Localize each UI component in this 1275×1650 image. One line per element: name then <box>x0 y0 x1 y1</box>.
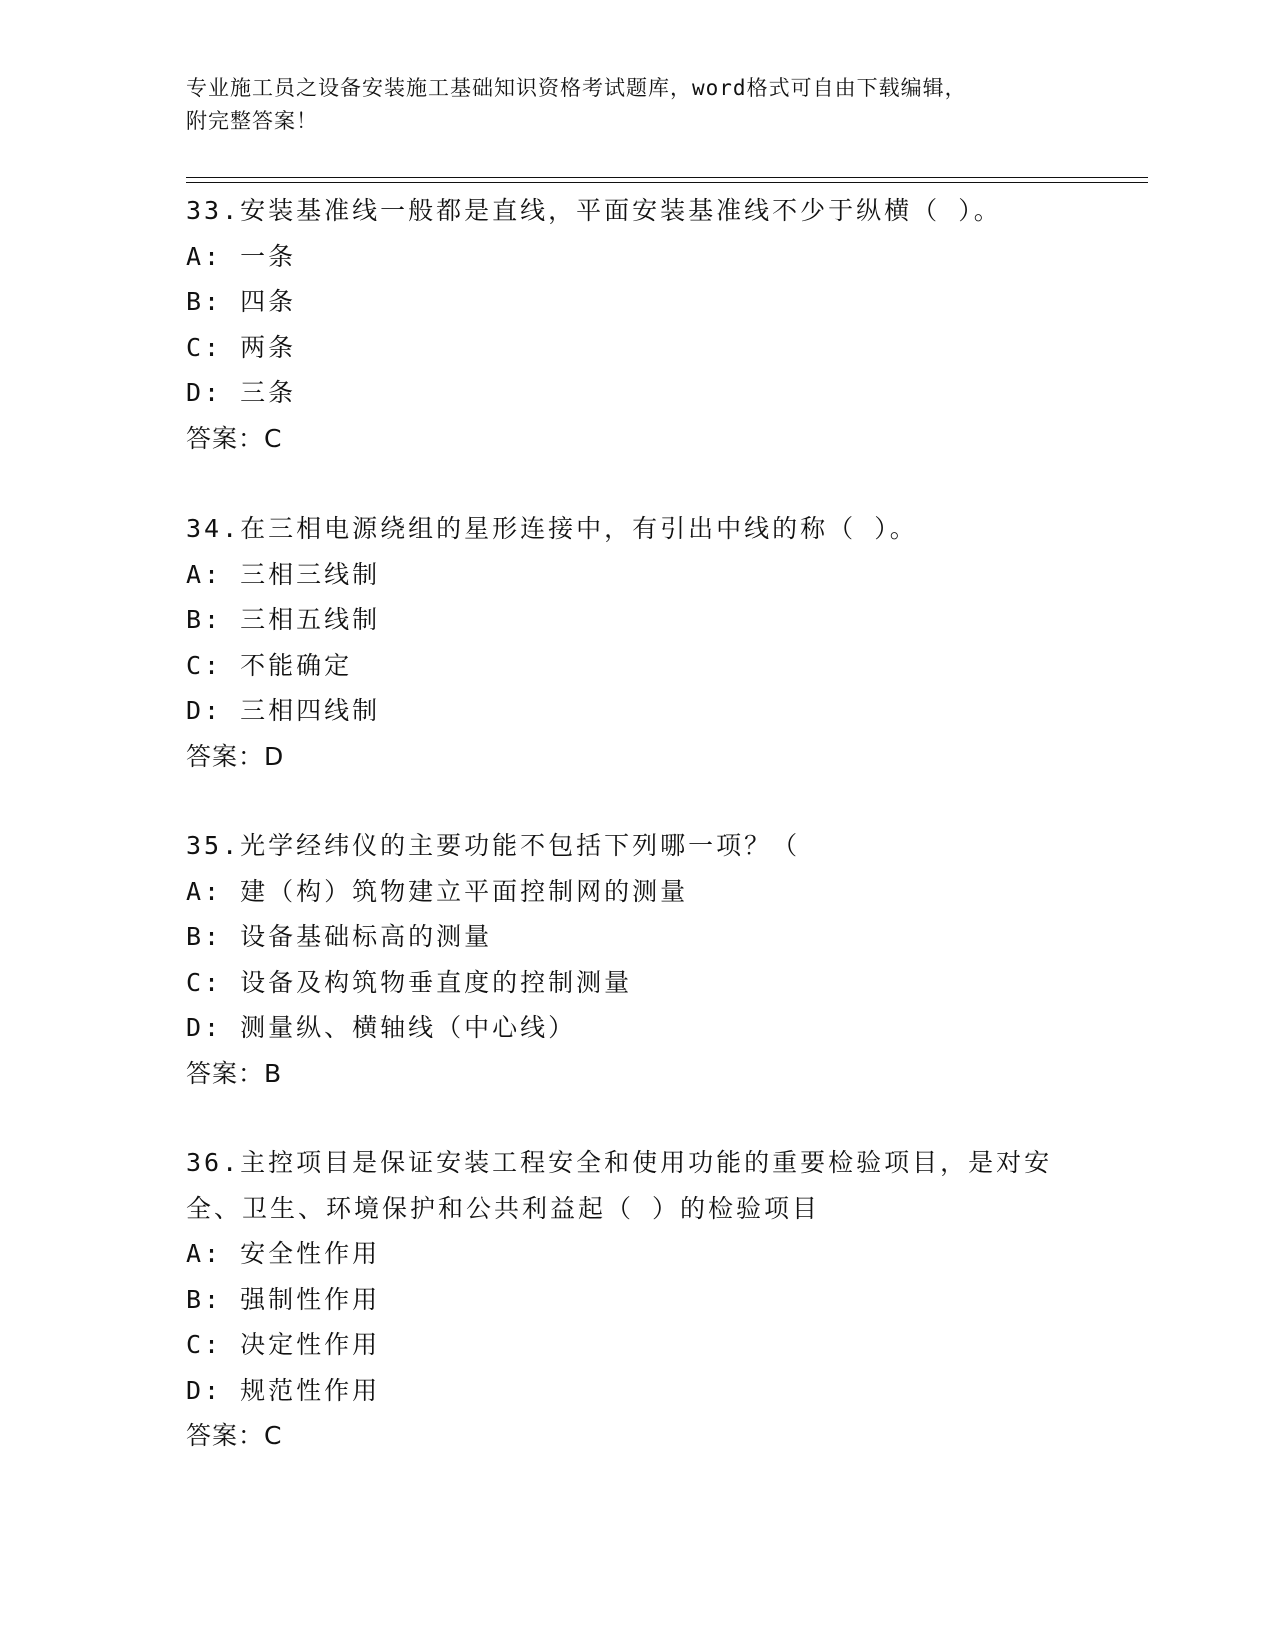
option-b: B: 三相五线制 <box>186 605 381 634</box>
answer-line: 答案：C <box>186 423 283 453</box>
header-divider-top <box>186 177 1148 178</box>
question-stem: 35.光学经纬仪的主要功能不包括下列哪一项？（ <box>186 831 801 860</box>
option-d: D: 规范性作用 <box>186 1375 381 1405</box>
option-a: A: 建（构）筑物建立平面控制网的测量 <box>186 876 689 906</box>
question-34 <box>186 506 1086 779</box>
question-stem-line-2: 全、卫生、环境保护和公共利益起（ ）的检验项目 <box>186 1193 821 1223</box>
question-stem: 34.在三相电源绕组的星形连接中，有引出中线的称（ ）。 <box>186 514 918 543</box>
answer-line: 答案：D <box>186 741 285 771</box>
question-35 <box>186 823 1086 1096</box>
option-c: C: 设备及构筑物垂直度的控制测量 <box>186 967 633 997</box>
question-36 <box>186 1140 1086 1459</box>
answer-line: 答案：B <box>186 1058 283 1088</box>
option-b: B: 强制性作用 <box>186 1284 381 1314</box>
question-33 <box>186 188 1086 461</box>
document-header <box>186 72 1086 138</box>
answer-line: 答案：C <box>186 1421 283 1450</box>
header-line-1: 专业施工员之设备安装施工基础知识资格考试题库，word格式可自由下载编辑， <box>186 76 967 100</box>
option-c: C: 不能确定 <box>186 650 353 680</box>
option-a: A: 三相三线制 <box>186 559 381 589</box>
question-stem-line-1: 36.主控项目是保证安装工程安全和使用功能的重要检验项目，是对安 <box>186 1148 1053 1177</box>
option-d: D: 测量纵、横轴线（中心线） <box>186 1013 577 1042</box>
option-d: D: 三相四线制 <box>186 696 381 725</box>
option-c: C: 两条 <box>186 332 297 362</box>
header-divider-bottom <box>186 182 1148 183</box>
header-line-2: 附完整答案！ <box>186 109 318 133</box>
question-stem: 33.安装基准线一般都是直线，平面安装基准线不少于纵横（ ）。 <box>186 196 1002 225</box>
option-b: B: 四条 <box>186 287 297 316</box>
option-b: B: 设备基础标高的测量 <box>186 922 493 951</box>
option-a: A: 一条 <box>186 241 297 271</box>
option-c: C: 决定性作用 <box>186 1330 381 1359</box>
option-a: A: 安全性作用 <box>186 1239 381 1268</box>
option-d: D: 三条 <box>186 378 297 407</box>
